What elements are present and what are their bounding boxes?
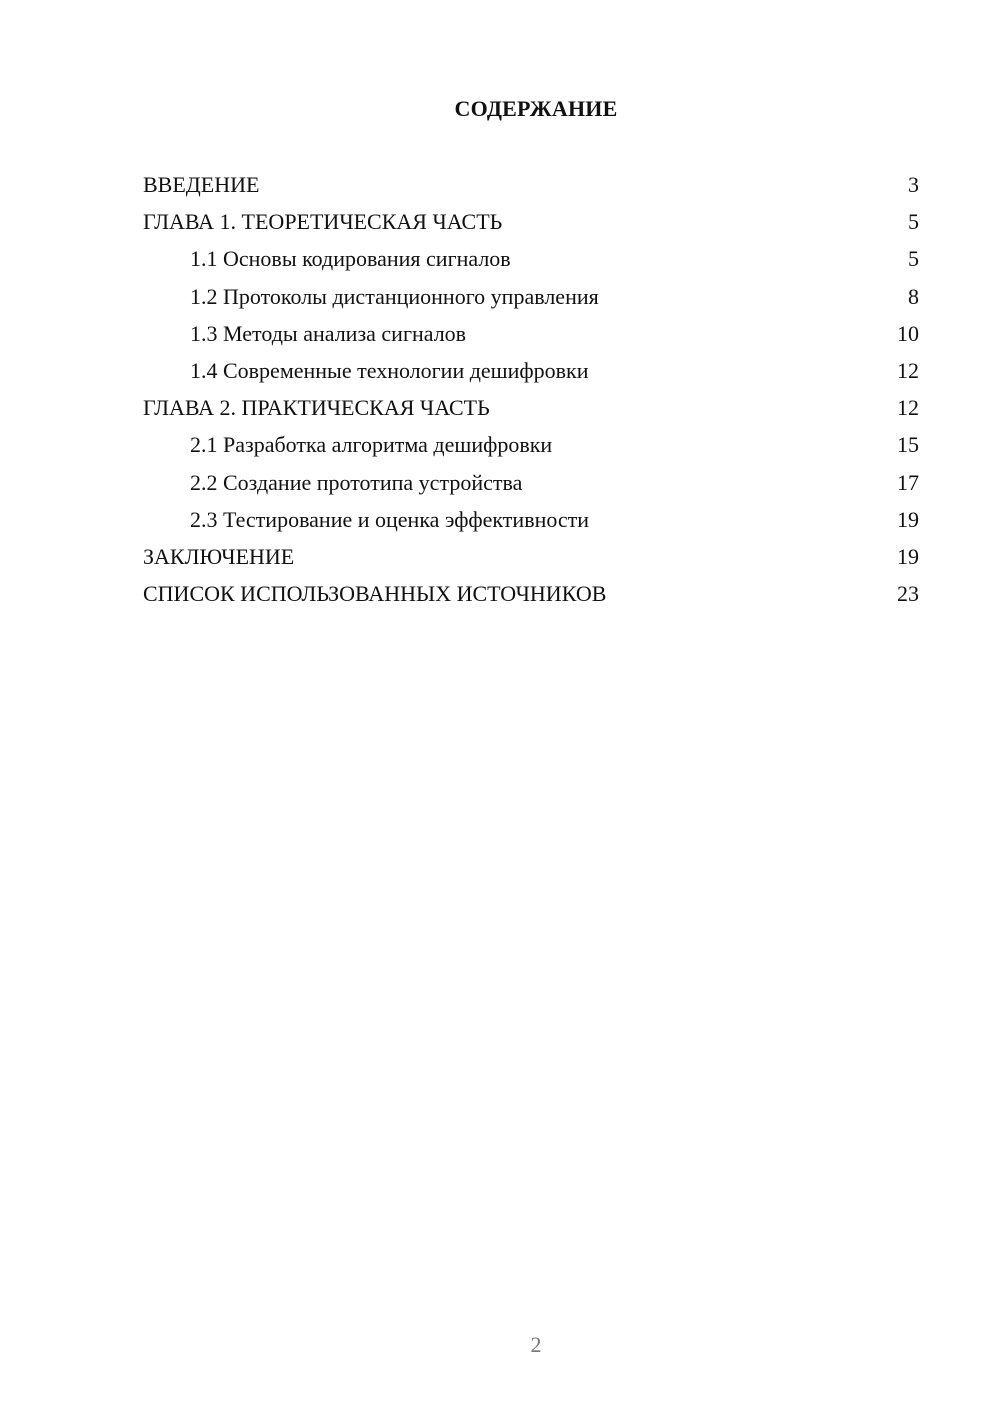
toc-entry-section-2-1[interactable] [143, 426, 919, 463]
toc-entry-label: 1.3 Методы анализа сигналов [190, 320, 467, 346]
toc-entry-page: 23 [897, 581, 919, 607]
toc-entry-section-1-3[interactable] [143, 315, 919, 352]
toc-entry-section-1-4[interactable] [143, 352, 919, 389]
toc-entry-page: 17 [897, 469, 919, 495]
toc-entry-label: 2.2 Создание прототипа устройства [190, 469, 523, 495]
toc-entry-page: 12 [897, 357, 919, 383]
toc-entry-page: 8 [908, 283, 919, 309]
toc-entry-introduction[interactable] [143, 166, 919, 203]
toc-entry-page: 12 [897, 395, 919, 421]
table-of-contents [143, 166, 919, 612]
toc-entry-page: 19 [897, 543, 919, 569]
toc-entry-chapter-1[interactable] [143, 203, 919, 240]
toc-entry-page: 3 [908, 172, 919, 197]
toc-entry-page: 15 [897, 432, 919, 458]
toc-entry-page: 5 [908, 246, 919, 272]
toc-title: СОДЕРЖАНИЕ [454, 96, 618, 121]
toc-entry-page: 10 [897, 320, 919, 346]
toc-entry-section-1-1[interactable] [143, 240, 919, 277]
toc-entry-label: ВВЕДЕНИЕ [143, 172, 260, 197]
toc-entry-label: 1.2 Протоколы дистанционного управления [190, 283, 599, 309]
toc-entry-section-2-2[interactable] [143, 464, 919, 501]
toc-entry-label: ГЛАВА 2. ПРАКТИЧЕСКАЯ ЧАСТЬ [143, 395, 490, 421]
toc-entry-page: 19 [897, 506, 919, 532]
toc-entry-label: 2.3 Тестирование и оценка эффективности [190, 506, 590, 532]
toc-entry-chapter-2[interactable] [143, 389, 919, 426]
toc-entry-label: СПИСОК ИСПОЛЬЗОВАННЫХ ИСТОЧНИКОВ [143, 581, 607, 607]
toc-entry-label: 1.4 Современные технологии дешифровки [190, 357, 589, 383]
toc-entry-label: 2.1 Разработка алгоритма дешифровки [190, 432, 553, 458]
toc-entry-label: ГЛАВА 1. ТЕОРЕТИЧЕСКАЯ ЧАСТЬ [143, 209, 503, 235]
toc-entry-label: ЗАКЛЮЧЕНИЕ [143, 543, 295, 569]
toc-entry-label: 1.1 Основы кодирования сигналов [190, 246, 511, 272]
toc-entry-section-1-2[interactable] [143, 278, 919, 315]
toc-entry-conclusion[interactable] [143, 538, 919, 575]
page-number: 2 [530, 1332, 542, 1357]
toc-entry-page: 5 [908, 209, 919, 235]
toc-entry-section-2-3[interactable] [143, 501, 919, 538]
toc-entry-references[interactable] [143, 575, 919, 612]
